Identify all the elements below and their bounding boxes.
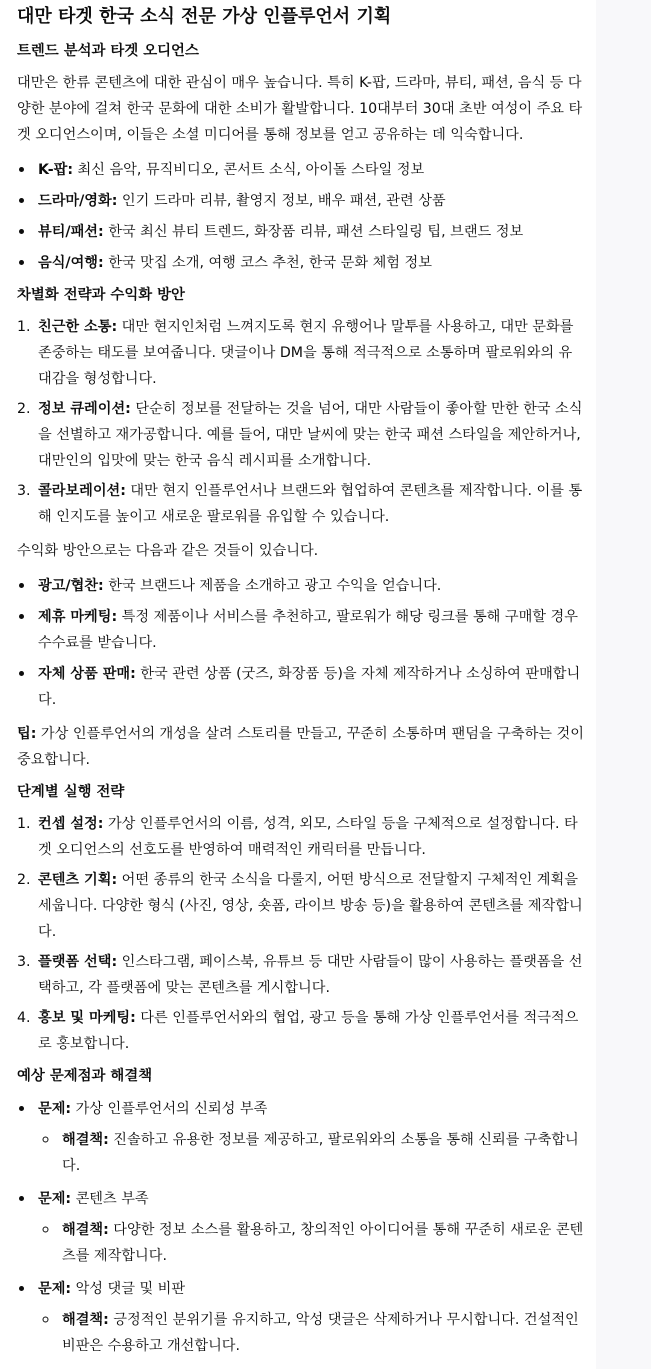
item-label: 콘텐츠 기획: — [38, 872, 118, 888]
solution-list — [38, 1306, 584, 1359]
problem-item — [35, 1095, 584, 1179]
item-label: 제휴 마케팅: — [38, 609, 118, 625]
item-text: 어떤 종류의 한국 소식을 다룰지, 어떤 방식으로 전달할지 구체적인 계획을 세웁니다. 다양한 형식 (사진, 영상, 숏폼, 라이브 방송 등)을 활용하여 콘텐츠를 제작합니다. — [38, 872, 583, 940]
list-item — [35, 187, 584, 214]
list-item — [35, 867, 584, 945]
document-title: 대만 타겟 한국 소식 전문 가상 인플루언서 기획 — [17, 6, 392, 27]
item-label: 콜라보레이션: — [38, 483, 126, 499]
tip-paragraph — [17, 721, 584, 773]
list-item — [35, 314, 584, 392]
list-item — [35, 949, 584, 1001]
solution-text: 다양한 정보 소스를 활용하고, 창의적인 아이디어를 통해 꾸준히 새로운 콘텐츠를 제작합니다. — [62, 1222, 584, 1264]
solution-list — [38, 1216, 584, 1269]
section-heading-trend: 트렌드 분석과 타겟 오디언스 — [17, 43, 199, 59]
section-heading-issues: 예상 문제점과 해결책 — [17, 1068, 153, 1084]
list-item — [35, 396, 584, 474]
problem-label: 문제: — [38, 1101, 72, 1117]
solution-item — [59, 1126, 584, 1179]
solution-list — [38, 1126, 584, 1179]
list-item — [35, 603, 584, 656]
problem-text: 악성 댓글 및 비판 — [71, 1281, 186, 1297]
item-label: 자체 상품 판매: — [38, 666, 136, 682]
item-label: 정보 큐레이션: — [38, 401, 131, 417]
list-item — [35, 478, 584, 530]
item-text: 한국 브랜드나 제품을 소개하고 광고 수익을 얻습니다. — [103, 578, 442, 594]
item-text: 특정 제품이나 서비스를 추천하고, 팔로워가 해당 링크를 통해 구매할 경우 수수료를 받습니다. — [38, 609, 578, 651]
list-item — [35, 572, 584, 599]
problem-text: 가상 인플루언서의 신뢰성 부족 — [71, 1101, 268, 1117]
item-label: K-팝: — [38, 162, 74, 178]
solution-label: 해결책: — [62, 1132, 109, 1148]
problem-item — [35, 1275, 584, 1359]
revenue-list — [17, 572, 584, 713]
problem-label: 문제: — [38, 1191, 72, 1207]
solution-label: 해결책: — [62, 1222, 109, 1238]
item-text: 인스타그램, 페이스북, 유튜브 등 대만 사람들이 많이 사용하는 플랫폼을 선택하고, 각 플랫폼에 맞는 콘텐츠를 게시합니다. — [38, 954, 583, 996]
item-text: 한국 관련 상품 (굿즈, 화장품 등)을 자체 제작하거나 소싱하여 판매합니다. — [38, 666, 581, 708]
solution-text: 진솔하고 유용한 정보를 제공하고, 팔로워와의 소통을 통해 신뢰를 구축합니다. — [62, 1132, 579, 1174]
item-label: 홍보 및 마케팅: — [38, 1010, 136, 1026]
item-label: 드라마/영화: — [38, 193, 118, 209]
list-item — [35, 218, 584, 245]
list-item — [35, 249, 584, 276]
solution-label: 해결책: — [62, 1312, 109, 1328]
item-text: 단순히 정보를 전달하는 것을 넘어, 대만 사람들이 좋아할 만한 한국 소식을 선별하고 재가공합니다. 예를 들어, 대만 날씨에 맞는 한국 패션 스타일을 제안하거나, 대만인의 입맛에 맞는 한국 음식 레시피를 소개합니다. — [38, 401, 583, 469]
list-item — [35, 811, 584, 863]
item-label: 친근한 소통: — [38, 319, 118, 335]
list-item — [35, 660, 584, 713]
steps-list — [17, 811, 584, 1057]
item-text: 인기 드라마 리뷰, 촬영지 정보, 배우 패션, 관련 상품 — [117, 193, 446, 209]
solution-item — [59, 1216, 584, 1269]
solution-text: 긍정적인 분위기를 유지하고, 악성 댓글은 삭제하거나 무시합니다. 건설적인 비판은 수용하고 개선합니다. — [62, 1312, 579, 1354]
trend-list — [17, 156, 584, 276]
item-text: 다른 인플루언서와의 협업, 광고 등을 통해 가상 인플루언서를 적극적으로 홍보합니다. — [38, 1010, 579, 1052]
trend-intro-paragraph: 대만은 한류 콘텐츠에 대한 관심이 매우 높습니다. 특히 K-팝, 드라마, 뷰티, 패션, 음식 등 다양한 분야에 걸쳐 한국 문화에 대한 소비가 활발합니다. 10대부터 30대 초반 여성이 주요 타겟 오디언스이며, 이들은 소셜 미디어를 통해 정보를 얻고 공유하는 데 익숙합니다. — [17, 75, 583, 143]
item-text: 가상 인플루언서의 이름, 성격, 외모, 스타일 등을 구체적으로 설정합니다. 타겟 오디언스의 선호도를 반영하여 매력적인 캐릭터를 만듭니다. — [38, 816, 578, 858]
item-label: 광고/협찬: — [38, 578, 104, 594]
item-label: 음식/여행: — [38, 255, 104, 271]
section-heading-steps: 단계별 실행 전략 — [17, 784, 125, 800]
item-text: 한국 최신 뷰티 트렌드, 화장품 리뷰, 패션 스타일링 팁, 브랜드 정보 — [103, 224, 524, 240]
revenue-intro-paragraph: 수익화 방안으로는 다음과 같은 것들이 있습니다. — [17, 543, 319, 559]
section-heading-strategy: 차별화 전략과 수익화 방안 — [17, 287, 185, 303]
problem-item — [35, 1185, 584, 1269]
item-label: 컨셉 설정: — [38, 816, 104, 832]
item-label: 플랫폼 선택: — [38, 954, 118, 970]
problem-label: 문제: — [38, 1281, 72, 1297]
tip-text: 가상 인플루언서의 개성을 살려 스토리를 만들고, 꾸준히 소통하며 팬덤을 구축하는 것이 중요합니다. — [17, 726, 584, 768]
item-label: 뷰티/패션: — [38, 224, 104, 240]
item-text: 최신 음악, 뮤직비디오, 콘서트 소식, 아이돌 스타일 정보 — [73, 162, 425, 178]
item-text: 대만 현지인처럼 느껴지도록 현지 유행어나 말투를 사용하고, 대만 문화를 존중하는 태도를 보여줍니다. 댓글이나 DM을 통해 적극적으로 소통하며 팔로워와의 유대감을 형성합니다. — [38, 319, 574, 387]
item-text: 대만 현지 인플루언서나 브랜드와 협업하여 콘텐츠를 제작합니다. 이를 통해 인지도를 높이고 새로운 팔로워를 유입할 수 있습니다. — [38, 483, 583, 525]
strategy-list — [17, 314, 584, 530]
problem-text: 콘텐츠 부족 — [71, 1191, 149, 1207]
solution-item — [59, 1306, 584, 1359]
item-text: 한국 맛집 소개, 여행 코스 추천, 한국 문화 체험 정보 — [103, 255, 432, 271]
list-item — [35, 156, 584, 183]
issues-list — [17, 1095, 584, 1359]
list-item — [35, 1005, 584, 1057]
tip-label: 팁: — [17, 726, 37, 742]
